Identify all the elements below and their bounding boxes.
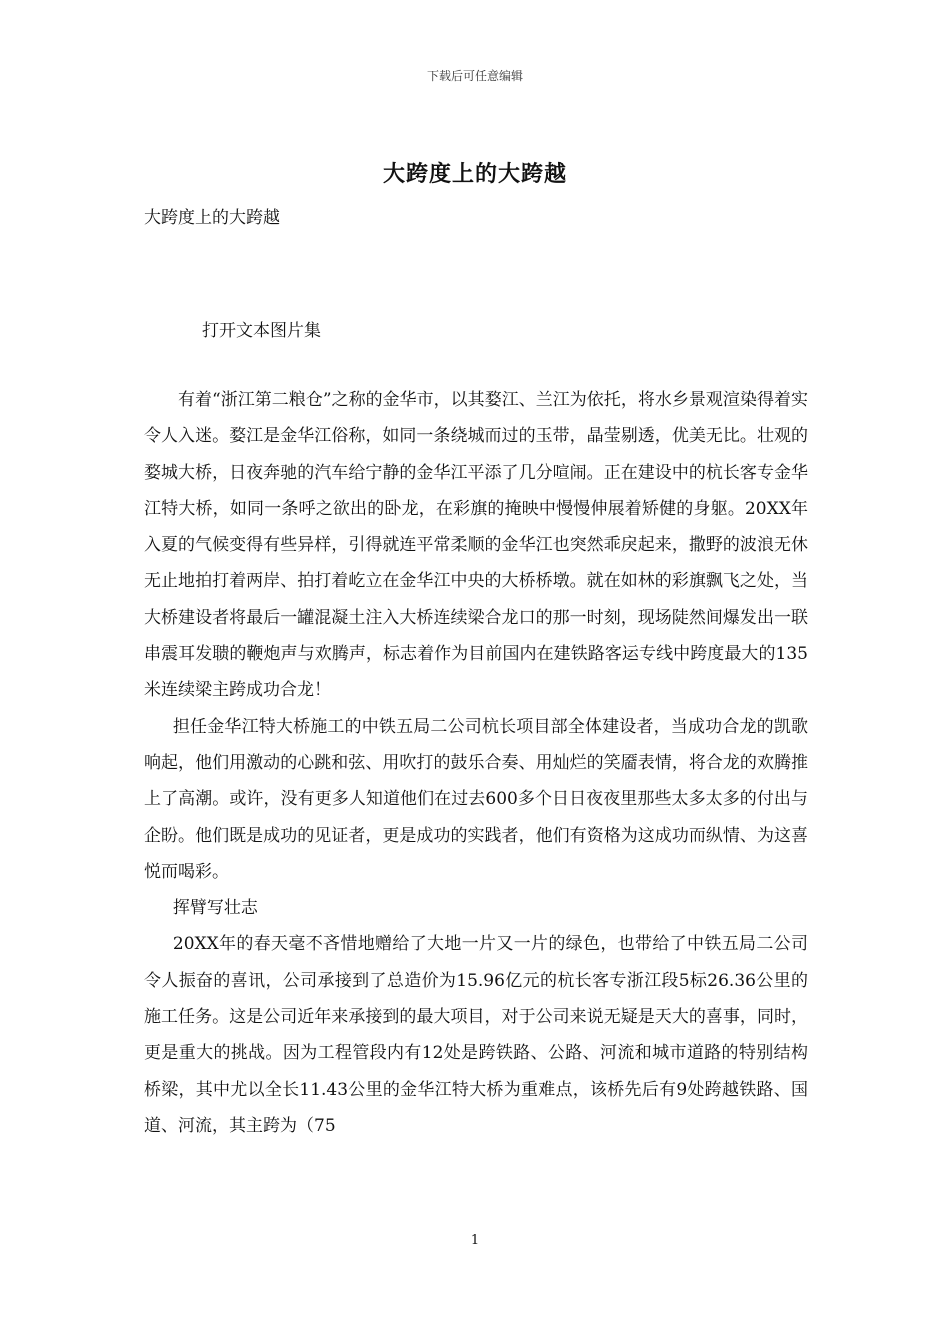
document-title: 大跨度上的大跨越	[382, 161, 567, 187]
section-heading: 挥臂写壮志	[172, 898, 258, 919]
paragraph: 担任金华江特大桥施工的中铁五局二公司杭长项目部全体建设者，当成功合龙的凯歌响起，他们用激动的心跳和弦、用吹打的鼓乐合奏、用灿烂的笑靥表情，将合龙的欢腾推上了高潮。或许，没有更多人知道他们在过去600多个日日夜夜里那些太多太多的付出与企盼。他们既是成功的见证者，更是成功的实践者，他们有资格为这成功而纵情、为这喜悦而喝彩。	[144, 716, 808, 882]
page-number: 1	[470, 1233, 480, 1248]
paragraph: 20XX年的春天毫不吝惜地赠给了大地一片又一片的绿色，也带给了中铁五局二公司令人振奋的喜讯，公司承接到了总造价为15.96亿元的杭长客专浙江段5标26.36公里的施工任务。这是公司近年来承接到的最大项目，对于公司来说无疑是天大的喜事，同时，更是重大的挑战。因为工程管段内有12处是跨铁路、公路、河流和城市道路的特别结构桥梁，其中尤以全长11.43公里的金华江特大桥为重难点，该桥先后有9处跨越铁路、国道、河流，其主跨为（75	[144, 934, 808, 1136]
header-note: 下载后可任意编辑	[426, 69, 523, 83]
document-subtitle: 大跨度上的大跨越	[144, 208, 280, 228]
article-body	[144, 382, 808, 1144]
open-image-gallery-link[interactable]: 打开文本图片集	[202, 321, 321, 341]
paragraph: 有着“浙江第二粮仓”之称的金华市，以其婺江、兰江为依托，将水乡景观渲染得着实令人入迷。婺江是金华江俗称，如同一条绕城而过的玉带，晶莹剔透，优美无比。壮观的婺城大桥，日夜奔驰的汽车给宁静的金华江平添了几分喧闹。正在建设中的杭长客专金华江特大桥，如同一条呼之欲出的卧龙，在彩旗的掩映中慢慢伸展着矫健的身躯。20XX年入夏的气候变得有些异样，引得就连平常柔顺的金华江也突然乖戾起来，撒野的波浪无休无止地拍打着两岸、拍打着屹立在金华江中央的大桥桥墩。就在如林的彩旗飘飞之处，当大桥建设者将最后一罐混凝土注入大桥连续梁合龙口的那一时刻，现场陡然间爆发出一联串震耳发聩的鞭炮声与欢腾声，标志着作为目前国内在建铁路客运专线中跨度最大的135米连续梁主跨成功合龙！	[144, 390, 808, 701]
